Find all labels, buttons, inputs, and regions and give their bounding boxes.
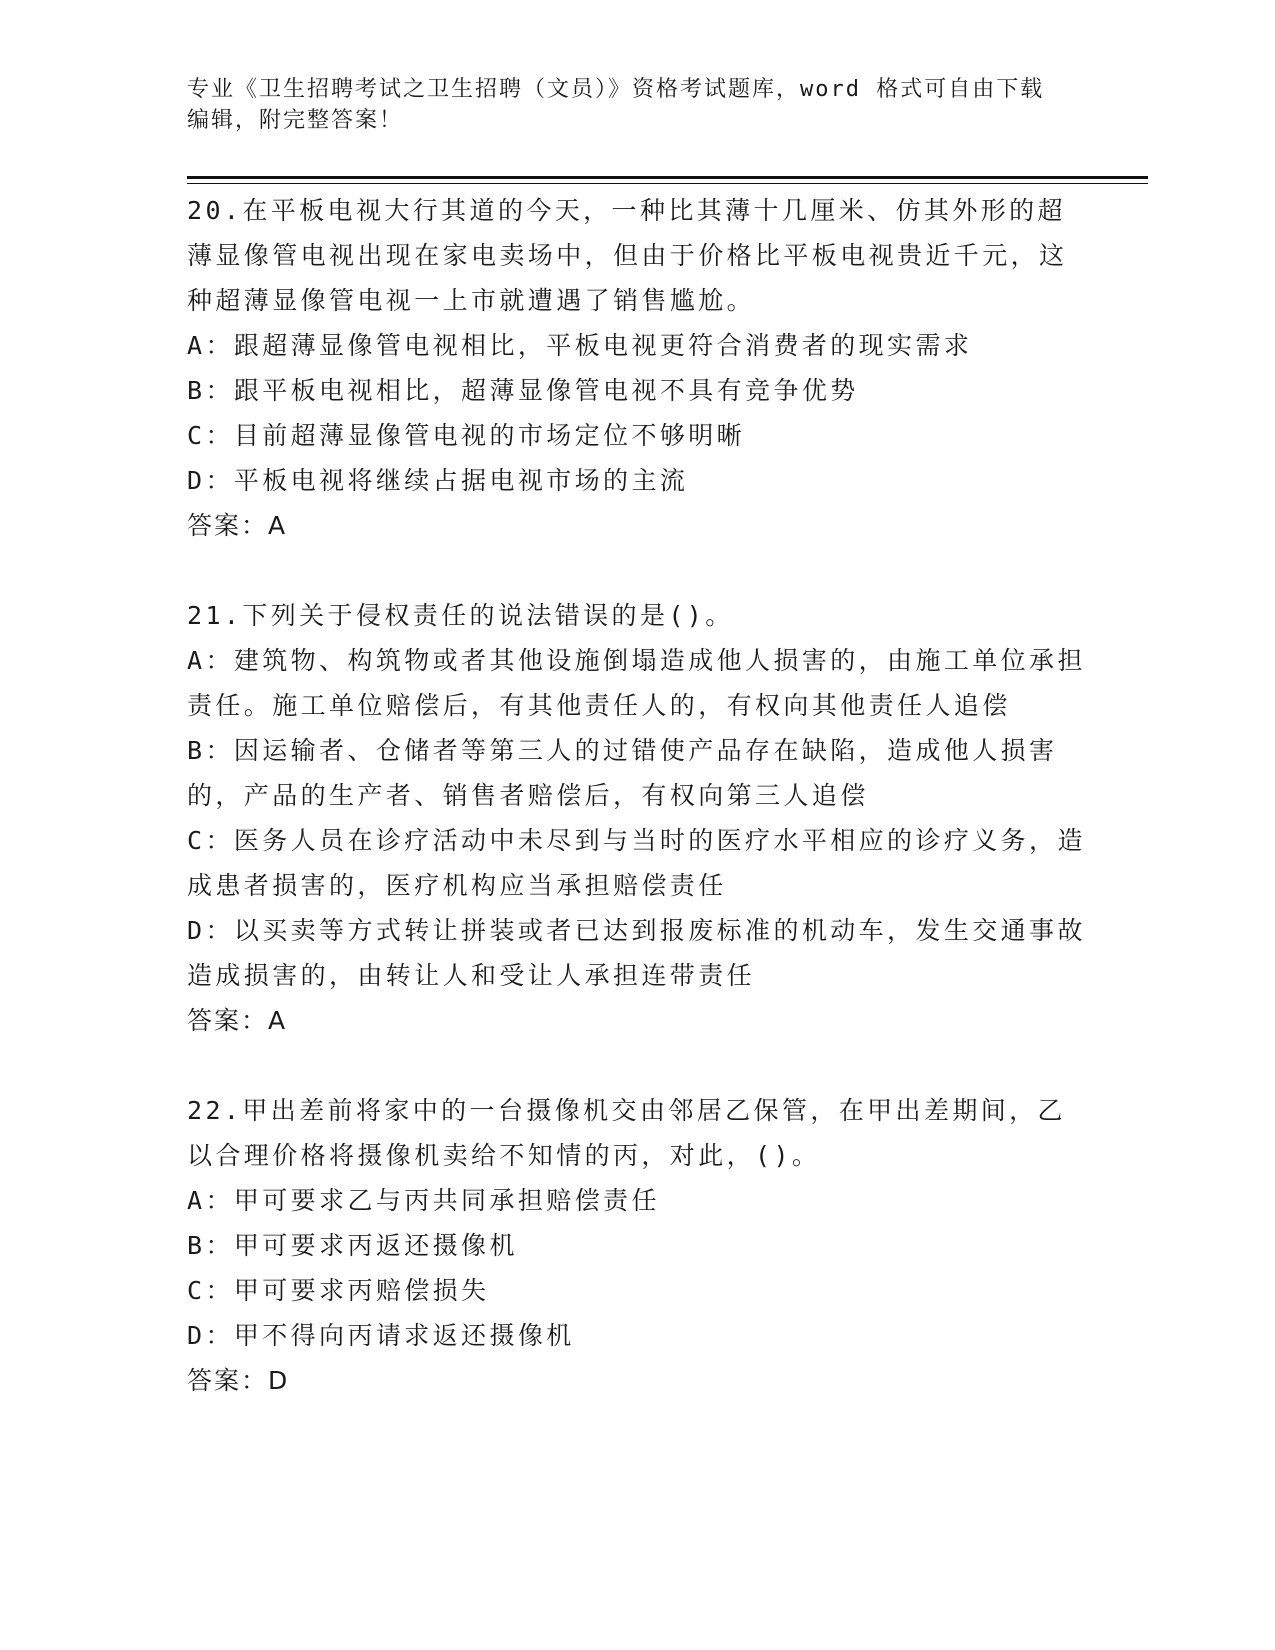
answer: 答案：A [187, 1006, 288, 1035]
header-divider-thick [187, 176, 1148, 179]
option-d: D：以买卖等方式转让拼装或者已达到报废标准的机动车，发生交通事故造成损害的，由转让人和受让人承担连带责任 [187, 916, 1086, 990]
question-22 [187, 1088, 1087, 1403]
header-line-1: 专业《卫生招聘考试之卫生招聘（文员）》资格考试题库，word 格式可自由下载 [187, 77, 1045, 102]
option-a: A：甲可要求乙与丙共同承担赔偿责任 [187, 1186, 660, 1215]
option-b: B：跟平板电视相比，超薄显像管电视不具有竞争优势 [187, 376, 859, 405]
option-b: B：甲可要求丙返还摄像机 [187, 1231, 518, 1260]
question-list [187, 188, 1087, 1403]
header-divider-thin [187, 183, 1148, 184]
header-line-2: 编辑，附完整答案！ [187, 108, 404, 133]
document-header [187, 74, 1067, 136]
option-c: C：目前超薄显像管电视的市场定位不够明晰 [187, 421, 746, 450]
option-a: A：跟超薄显像管电视相比，平板电视更符合消费者的现实需求 [187, 331, 973, 360]
option-b: B：因运输者、仓储者等第三人的过错使产品存在缺陷，造成他人损害的，产品的生产者、销售者赔偿后，有权向第三人追偿 [187, 736, 1058, 810]
option-d: D：平板电视将继续占据电视市场的主流 [187, 466, 689, 495]
question-stem: 22.甲出差前将家中的一台摄像机交由邻居乙保管，在甲出差期间，乙以合理价格将摄像机卖给不知情的丙，对此，()。 [187, 1096, 1066, 1170]
question-21 [187, 593, 1087, 1043]
option-d: D：甲不得向丙请求返还摄像机 [187, 1321, 575, 1350]
option-c: C：医务人员在诊疗活动中未尽到与当时的医疗水平相应的诊疗义务，造成患者损害的，医疗机构应当承担赔偿责任 [187, 826, 1086, 900]
question-stem: 20.在平板电视大行其道的今天，一种比其薄十几厘米、仿其外形的超薄显像管电视出现在家电卖场中，但由于价格比平板电视贵近千元，这种超薄显像管电视一上市就遭遇了销售尴尬。 [187, 196, 1068, 315]
question-20 [187, 188, 1087, 548]
option-a: A：建筑物、构筑物或者其他设施倒塌造成他人损害的，由施工单位承担责任。施工单位赔偿后，有其他责任人的，有权向其他责任人追偿 [187, 646, 1086, 720]
answer: 答案：A [187, 511, 288, 540]
option-c: C：甲可要求丙赔偿损失 [187, 1276, 490, 1305]
question-stem: 21.下列关于侵权责任的说法错误的是()。 [187, 601, 734, 630]
answer: 答案：D [187, 1366, 290, 1395]
